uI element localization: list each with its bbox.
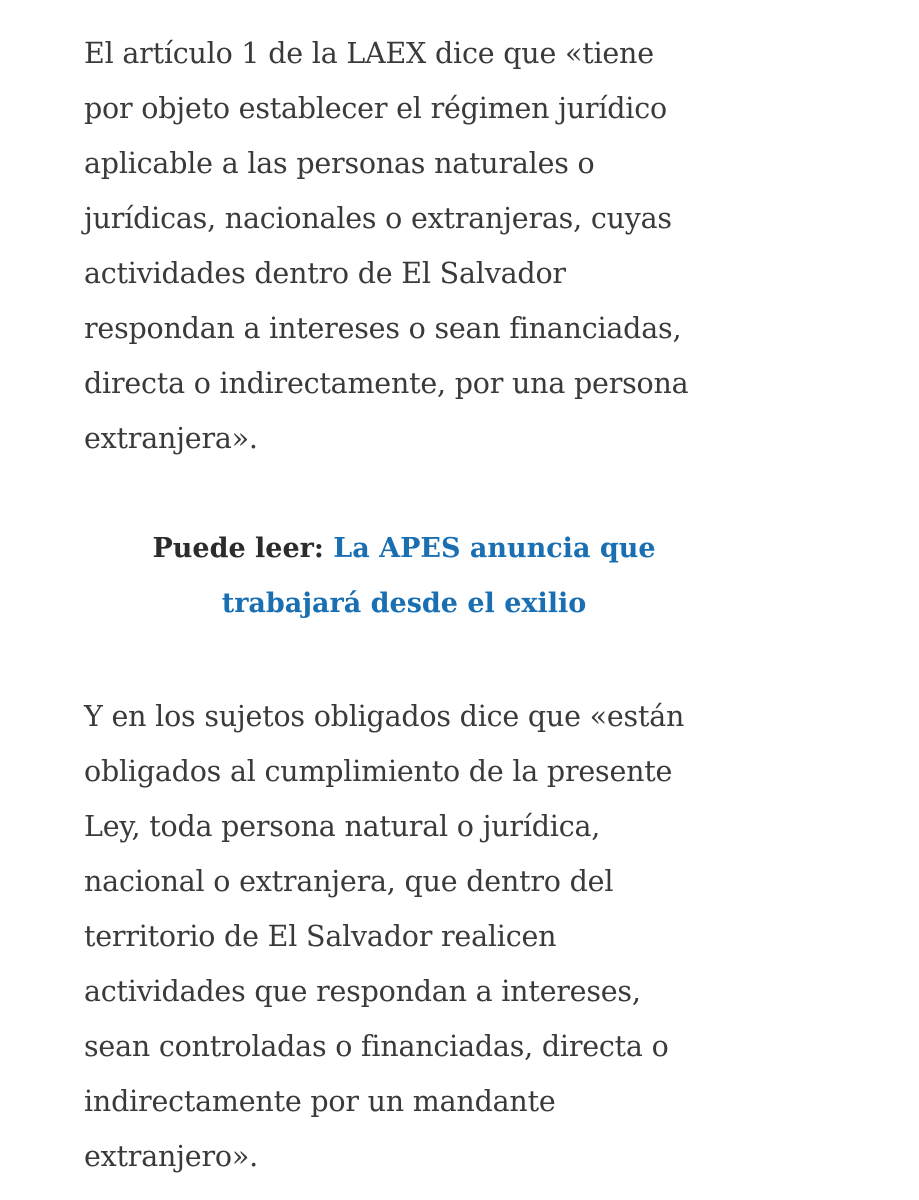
related-article-link[interactable]: La APES anuncia que	[333, 533, 656, 564]
paragraph-line: territorio de El Salvador realicen	[84, 920, 557, 953]
paragraph-line: nacional o extranjera, que dentro del	[84, 865, 614, 898]
related-article-link-continued[interactable]: trabajará desde el exilio	[221, 588, 587, 619]
paragraph-line: extranjero».	[84, 1140, 258, 1173]
paragraph-line: respondan a intereses o sean financiadas,	[84, 312, 682, 345]
related-line-1	[84, 521, 724, 576]
paragraph-line: aplicable a las personas naturales o	[84, 147, 595, 180]
related-prefix-label: Puede leer:	[152, 533, 324, 564]
article-body	[84, 26, 724, 1184]
related-article-callout	[84, 521, 724, 631]
paragraph-line: sean controladas o financiadas, directa o	[84, 1030, 669, 1063]
paragraph-line: indirectamente por un mandante	[84, 1085, 556, 1118]
paragraph-line: obligados al cumplimiento de la presente	[84, 755, 673, 788]
paragraph-line: actividades dentro de El Salvador	[84, 257, 566, 290]
paragraph-line: Y en los sujetos obligados dice que «están	[84, 700, 685, 733]
paragraph-line: El artículo 1 de la LAEX dice que «tiene	[84, 37, 654, 70]
paragraph-line: actividades que respondan a intereses,	[84, 975, 641, 1008]
paragraph-line: jurídicas, nacionales o extranjeras, cuyas	[84, 202, 672, 235]
paragraph-line: Ley, toda persona natural o jurídica,	[84, 810, 601, 843]
article-paragraph-1	[84, 26, 724, 466]
related-line-2	[84, 576, 724, 631]
paragraph-line: directa o indirectamente, por una persona	[84, 367, 689, 400]
paragraph-line: por objeto establecer el régimen jurídico	[84, 92, 667, 125]
paragraph-line: extranjera».	[84, 422, 258, 455]
article-paragraph-2	[84, 689, 724, 1184]
